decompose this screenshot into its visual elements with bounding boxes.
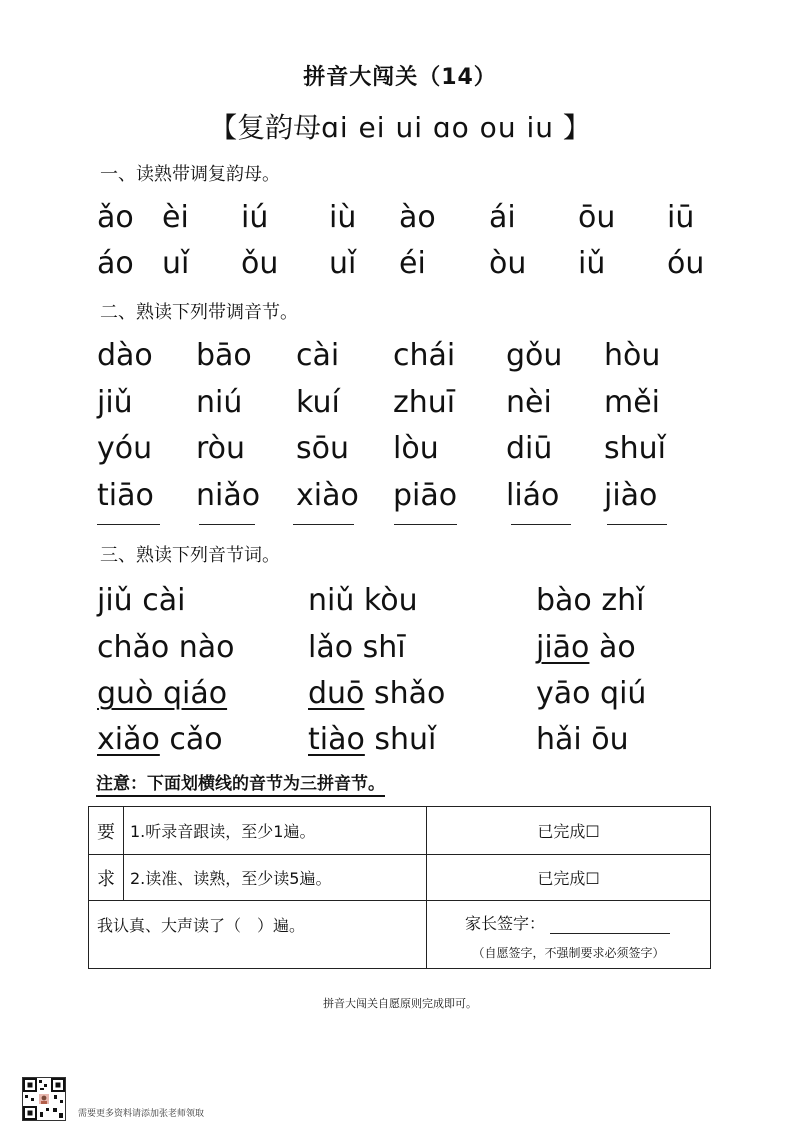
tone-syllable: chái — [393, 338, 456, 373]
tone-syllable: jiào — [604, 478, 658, 513]
three-part-syllable: xiǎo — [97, 722, 160, 757]
tone-syllable: lòu — [393, 431, 439, 466]
requirements-table — [88, 806, 711, 969]
syllable-word — [536, 676, 646, 711]
tone-syllable: jiǔ — [97, 385, 133, 420]
section3-heading: 三、熟读下列音节词。 — [100, 545, 280, 566]
final-syllable: ǒu — [241, 246, 279, 281]
tone-syllable: nèi — [506, 385, 552, 420]
syllable-word — [97, 583, 185, 618]
qr-code — [22, 1077, 66, 1121]
writing-blank-line[interactable] — [511, 524, 571, 525]
read-count-text: 我认真、大声读了（ ）遍。 — [97, 916, 306, 935]
syllable: qiú — [590, 676, 647, 711]
syllable: zhǐ — [591, 583, 645, 618]
section1-heading: 一、读熟带调复韵母。 — [100, 164, 280, 185]
requirement-item-1: 1.听录音跟读，至少1遍。 — [124, 807, 427, 855]
final-syllable: uǐ — [162, 246, 190, 281]
syllable-word — [308, 722, 436, 757]
tone-syllable: niǎo — [196, 478, 261, 513]
parent-sign-note: （自愿签字，不强制要求必须签字） — [472, 946, 665, 960]
syllable-word — [97, 676, 227, 711]
parent-sign-line[interactable] — [550, 915, 670, 934]
tone-syllable: diū — [506, 431, 553, 466]
subtitle-finals: ɑi ei ui ɑo ou iu — [321, 111, 554, 144]
three-part-syllable: duō — [308, 676, 365, 711]
tone-syllable: piāo — [393, 478, 458, 513]
tone-syllable: cài — [296, 338, 340, 373]
syllable-word — [97, 722, 223, 757]
syllable-word — [536, 583, 644, 618]
tone-syllable: zhuī — [393, 385, 456, 420]
syllable-word — [97, 630, 235, 665]
tone-syllable: xiào — [296, 478, 359, 513]
final-syllable: éi — [399, 246, 426, 281]
section2-heading: 二、熟读下列带调音节。 — [100, 302, 298, 323]
final-syllable: òu — [489, 246, 527, 281]
syllable: ōu — [581, 722, 629, 757]
page-title: 拼音大闯关（14） — [303, 65, 497, 90]
syllable: shuǐ — [364, 722, 437, 757]
final-syllable: ǎo — [97, 200, 134, 235]
three-part-syllable: jiāo — [536, 630, 590, 665]
syllable: yāo — [536, 676, 591, 711]
syllable: ào — [589, 630, 636, 665]
final-syllable: uǐ — [329, 246, 357, 281]
three-part-syllable: tiào — [308, 722, 365, 757]
tone-syllable: měi — [604, 385, 661, 420]
syllable: shǎo — [364, 676, 446, 711]
syllable: chǎo — [97, 630, 170, 665]
requirement-item-1-status[interactable]: 已完成☐ — [427, 807, 711, 855]
tone-syllable: kuí — [296, 385, 340, 420]
requirement-item-2-status[interactable]: 已完成☐ — [427, 855, 711, 901]
writing-blank-line[interactable] — [97, 524, 160, 525]
final-syllable: áo — [97, 246, 134, 281]
tone-syllable: shuǐ — [604, 431, 666, 466]
syllable: shī — [353, 630, 406, 665]
syllable-word — [536, 722, 629, 757]
syllable: hǎi — [536, 722, 582, 757]
syllable: nào — [169, 630, 235, 665]
final-syllable: ōu — [578, 200, 616, 235]
syllable-word — [536, 630, 636, 665]
note-text: 注意：下面划横线的音节为三拼音节。 — [96, 769, 385, 797]
requirement-item-2: 2.读准、读熟，至少读5遍。 — [124, 855, 427, 901]
final-syllable: ào — [399, 200, 436, 235]
syllable: lǎo — [308, 630, 354, 665]
final-syllable: iǔ — [578, 246, 606, 281]
writing-blank-line[interactable] — [199, 524, 255, 525]
tone-syllable: yóu — [97, 431, 153, 466]
writing-blank-line[interactable] — [607, 524, 667, 525]
tone-syllable: dào — [97, 338, 153, 373]
tone-syllable: gǒu — [506, 338, 563, 373]
parent-sign-cell[interactable] — [427, 901, 711, 969]
read-count-cell[interactable] — [89, 901, 427, 969]
three-part-syllable: guò qiáo — [97, 676, 228, 711]
tone-syllable: bāo — [196, 338, 252, 373]
parent-sign-label: 家长签字： — [465, 914, 546, 933]
syllable: bào — [536, 583, 592, 618]
subtitle-label: 复韵母 — [237, 111, 322, 144]
tone-syllable: ròu — [196, 431, 246, 466]
final-syllable: iú — [241, 200, 269, 235]
subtitle — [0, 106, 800, 146]
tone-syllable: hòu — [604, 338, 661, 373]
final-syllable: óu — [667, 246, 705, 281]
syllable-word — [308, 630, 406, 665]
subtitle-open-bracket: 【 — [209, 111, 238, 144]
syllable: kòu — [354, 583, 418, 618]
requirements-label-2: 求 — [89, 855, 124, 901]
tone-syllable: sōu — [296, 431, 349, 466]
syllable-word — [308, 583, 418, 618]
subtitle-close-bracket: 】 — [562, 111, 591, 144]
requirements-label-1: 要 — [89, 807, 124, 855]
final-syllable: iū — [667, 200, 695, 235]
qr-caption: 需要更多资料请添加张老师领取 — [78, 1109, 205, 1119]
syllable-word — [308, 676, 445, 711]
tone-syllable: tiāo — [97, 478, 154, 513]
syllable: cǎo — [159, 722, 223, 757]
final-syllable: èi — [162, 200, 189, 235]
footer-note: 拼音大闯关自愿原则完成即可。 — [323, 997, 477, 1010]
syllable: niǔ — [308, 583, 355, 618]
writing-blank-line[interactable] — [293, 524, 354, 525]
syllable: cài — [132, 583, 186, 618]
final-syllable: iù — [329, 200, 357, 235]
tone-syllable: liáo — [506, 478, 560, 513]
tone-syllable: niú — [196, 385, 243, 420]
final-syllable: ái — [489, 200, 516, 235]
writing-blank-line[interactable] — [394, 524, 457, 525]
syllable: jiǔ — [97, 583, 133, 618]
qr-code-icon — [23, 1078, 65, 1120]
